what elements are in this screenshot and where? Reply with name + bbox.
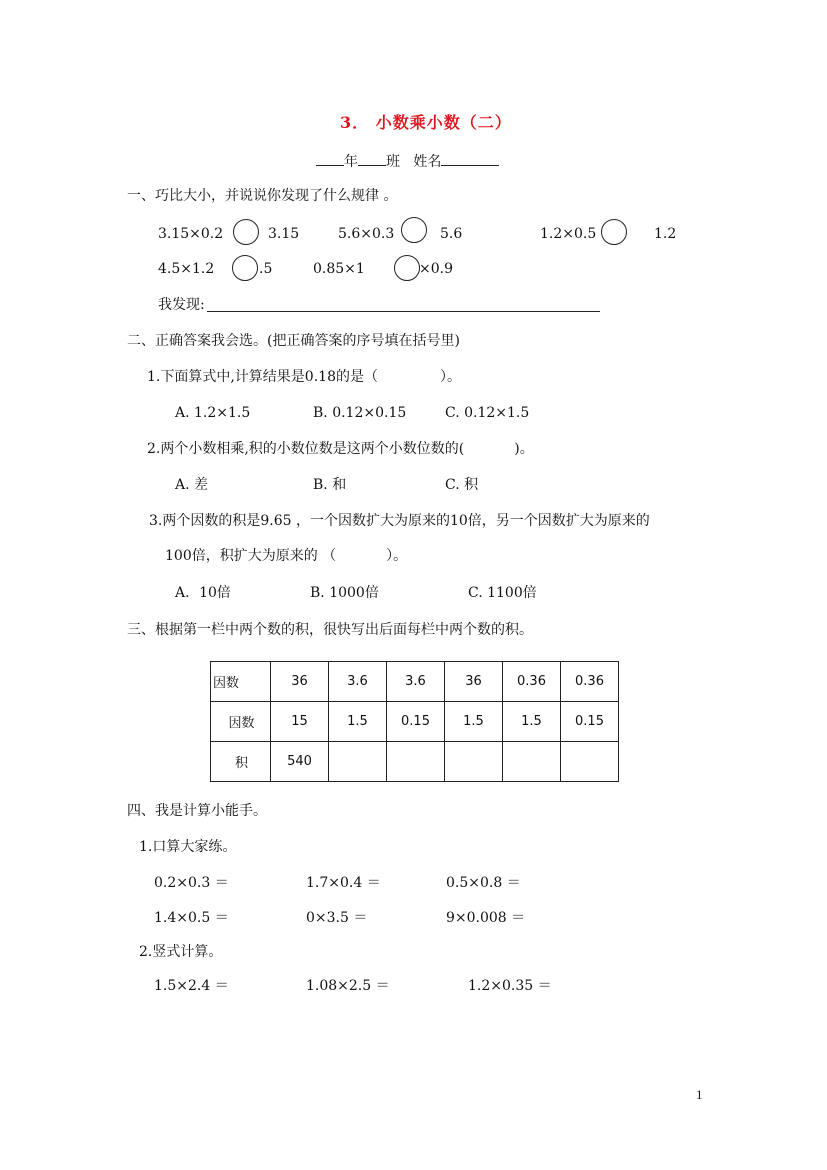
answer-cell[interactable] xyxy=(503,742,561,782)
student-info xyxy=(316,152,499,169)
discover-label: 我发现: xyxy=(158,297,205,313)
table-cell: 36 xyxy=(445,662,503,702)
vertical-problem: 1.5×2.4 ＝ xyxy=(154,978,229,994)
compare-expr: ×0.9 xyxy=(419,261,453,277)
table-cell: 1.5 xyxy=(329,702,387,742)
table-cell: 0.36 xyxy=(561,662,619,702)
table-cell: 1.5 xyxy=(445,702,503,742)
compare-expr: 3.15 xyxy=(268,226,300,242)
oral-problem: 0×3.5 ＝ xyxy=(306,910,368,926)
compare-circle[interactable] xyxy=(394,255,420,281)
name-blank[interactable] xyxy=(441,152,499,166)
table-row xyxy=(211,662,619,702)
table-cell: 3.6 xyxy=(329,662,387,702)
compare-expr: 5.6 xyxy=(440,226,463,242)
subheading-oral: 1.口算大家练。 xyxy=(139,839,237,855)
vertical-problem: 1.2×0.35 ＝ xyxy=(468,978,552,994)
section3-heading: 三、根据第一栏中两个数的积，很快写出后面每栏中两个数的积。 xyxy=(127,622,533,638)
page-number: 1 xyxy=(696,1087,703,1102)
option-b: B. 1000倍 xyxy=(310,585,379,601)
oral-problem: 0.2×0.3 ＝ xyxy=(154,875,229,891)
table-row xyxy=(211,742,619,782)
option-c: C. 积 xyxy=(445,477,479,493)
compare-expr: 0.85×1 xyxy=(313,261,365,277)
answer-cell[interactable] xyxy=(445,742,503,782)
answer-cell[interactable] xyxy=(387,742,445,782)
table-cell: 0.15 xyxy=(561,702,619,742)
oral-problem: 1.7×0.4 ＝ xyxy=(306,875,381,891)
table-cell: 0.36 xyxy=(503,662,561,702)
oral-problem: 1.4×0.5 ＝ xyxy=(154,910,229,926)
page-title: 3． 小数乘小数（二） xyxy=(340,113,512,132)
table-cell: 540 xyxy=(271,742,329,782)
class-label: 班 xyxy=(386,154,400,170)
answer-cell[interactable] xyxy=(329,742,387,782)
compare-circle[interactable] xyxy=(401,217,427,243)
option-b: B. 和 xyxy=(313,477,347,493)
row-label: 因数 xyxy=(211,662,271,702)
option-a: A．10倍 xyxy=(175,585,231,601)
option-a: A. 差 xyxy=(175,477,209,493)
name-label: 姓名 xyxy=(413,154,442,170)
compare-expr: 3.15×0.2 xyxy=(158,226,224,242)
question-3-line1: 3.两个因数的积是9.65 ，一个因数扩大为原来的10倍，另一个因数扩大为原来的 xyxy=(149,513,650,529)
section2-heading: 二、正确答案我会选。(把正确答案的序号填在括号里) xyxy=(127,333,460,349)
option-a: A. 1.2×1.5 xyxy=(175,405,251,421)
table-cell: 3.6 xyxy=(387,662,445,702)
discover-answer-line[interactable] xyxy=(207,311,600,312)
section1-heading: 一、巧比大小，并说说你发现了什么规律 。 xyxy=(127,188,398,204)
row-label: 因数 xyxy=(211,702,271,742)
year-label: 年 xyxy=(344,154,358,170)
option-c: C. 0.12×1.5 xyxy=(445,405,530,421)
table-cell: 36 xyxy=(271,662,329,702)
factor-table xyxy=(210,661,619,782)
answer-cell[interactable] xyxy=(561,742,619,782)
oral-problem: 9×0.008 ＝ xyxy=(446,910,526,926)
table-cell: 1.5 xyxy=(503,702,561,742)
option-b: B. 0.12×0.15 xyxy=(313,405,407,421)
compare-circle[interactable] xyxy=(232,255,258,281)
vertical-problem: 1.08×2.5 ＝ xyxy=(306,978,390,994)
compare-expr: 1.2×0.5 xyxy=(540,226,597,242)
subheading-vertical: 2.竖式计算。 xyxy=(139,944,223,960)
question-1: 1.下面算式中,计算结果是0.18的是（ ）。 xyxy=(147,369,461,385)
compare-expr: 4.5×1.2 xyxy=(158,261,215,277)
row-label: 积 xyxy=(211,742,271,782)
oral-problem: 0.5×0.8 ＝ xyxy=(446,875,521,891)
year-blank[interactable] xyxy=(316,152,344,166)
option-c: C. 1100倍 xyxy=(468,585,537,601)
compare-circle[interactable] xyxy=(601,219,627,245)
compare-expr: 5.6×0.3 xyxy=(338,226,395,242)
class-blank[interactable] xyxy=(358,152,386,166)
section4-heading: 四、我是计算小能手。 xyxy=(127,803,267,819)
table-row xyxy=(211,702,619,742)
compare-expr: 1.2 xyxy=(654,226,677,242)
compare-expr: .5 xyxy=(259,261,273,277)
question-1-text: 1.下面算式中,计算结果是0.18的是（ xyxy=(147,369,378,385)
table-cell: 0.15 xyxy=(387,702,445,742)
question-2-text: 2.两个小数相乘,积的小数位数是这两个小数位数的( xyxy=(147,441,465,457)
table-cell: 15 xyxy=(271,702,329,742)
question-3-line2: 100倍，积扩大为原来的 （ ）。 xyxy=(165,548,408,564)
compare-circle[interactable] xyxy=(233,219,259,245)
question-2: 2.两个小数相乘,积的小数位数是这两个小数位数的( )。 xyxy=(147,441,534,457)
